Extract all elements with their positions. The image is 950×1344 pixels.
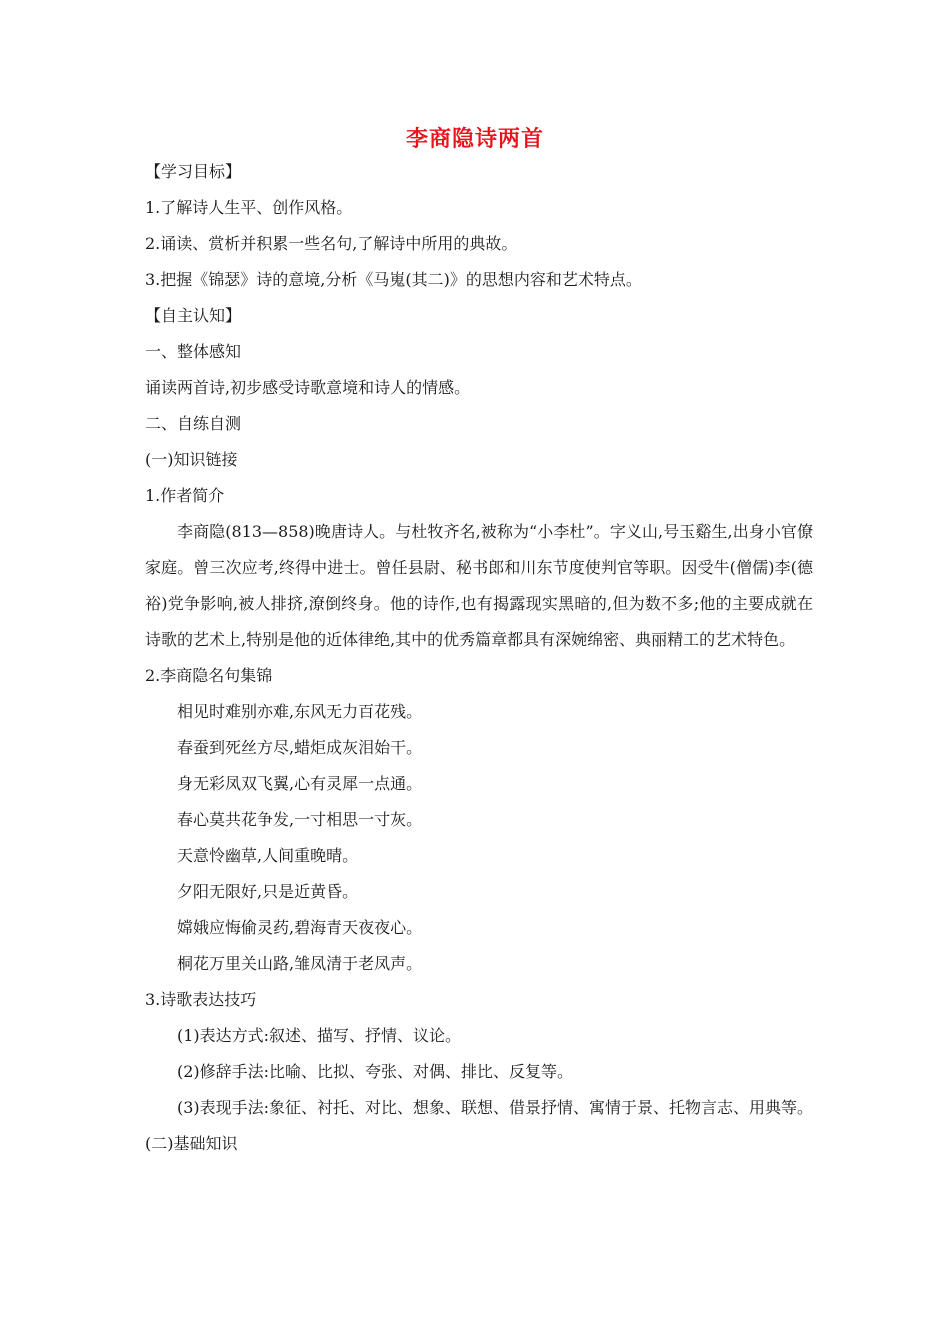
quote-line: 身无彩凤双飞翼,心有灵犀一点通。: [177, 774, 423, 793]
skill-item: (3)表现手法:象征、衬托、对比、想象、联想、借景抒情、寓情于景、托物言志、用典等。: [177, 1098, 814, 1117]
quote-line: 相见时难别亦难,东风无力百花残。: [177, 702, 423, 721]
objective-item: 1.了解诗人生平、创作风格。: [145, 198, 353, 217]
quote-line: 春心莫共花争发,一寸相思一寸灰。: [177, 810, 423, 829]
subsection-heading-knowledge: (一)知识链接: [145, 450, 238, 469]
section-heading-practice: 二、自练自测: [145, 414, 242, 433]
quote-line: 春蚕到死丝方尽,蜡炬成灰泪始干。: [177, 738, 423, 757]
objectives-heading: 【学习目标】: [145, 162, 242, 181]
subsection-heading-basics: (二)基础知识: [145, 1134, 238, 1153]
section-heading-overview: 一、整体感知: [145, 342, 242, 361]
quote-line: 天意怜幽草,人间重晚晴。: [177, 846, 359, 865]
document-body: [145, 162, 813, 1170]
section-overview-text: 诵读两首诗,初步感受诗歌意境和诗人的情感。: [145, 378, 471, 397]
author-heading: 1.作者简介: [145, 486, 225, 505]
objective-item: 3.把握《锦瑟》诗的意境,分析《马嵬(其二)》的思想内容和艺术特点。: [145, 270, 642, 289]
skill-item: (1)表达方式:叙述、描写、抒情、议论。: [177, 1026, 462, 1045]
quote-line: 嫦娥应悔偷灵药,碧海青天夜夜心。: [177, 918, 423, 937]
skill-item: (2)修辞手法:比喻、比拟、夸张、对偶、排比、反复等。: [177, 1062, 574, 1081]
self-study-heading: 【自主认知】: [145, 306, 242, 325]
author-paragraph: 李商隐(813—858)晚唐诗人。与杜牧齐名,被称为“小李杜”。字义山,号玉谿生,出身小官僚家庭。曾三次应考,终得中进士。曾任县尉、秘书郎和川东节度使判官等职。因受牛(僧儒)李(德裕)党争影响,被人排挤,潦倒终身。他的诗作,也有揭露现实黑暗的,但为数不多;他的主要成就在诗歌的艺术上,特别是他的近体律绝,其中的优秀篇章都具有深婉绵密、典丽精工的艺术特色。: [145, 522, 813, 649]
document-title: 李商隐诗两首: [405, 127, 544, 152]
quotes-heading: 2.李商隐名句集锦: [145, 666, 273, 685]
quote-line: 夕阳无限好,只是近黄昏。: [177, 882, 359, 901]
skills-heading: 3.诗歌表达技巧: [145, 990, 257, 1009]
objective-item: 2.诵读、赏析并积累一些名句,了解诗中所用的典故。: [145, 234, 518, 253]
quote-line: 桐花万里关山路,雏凤清于老凤声。: [177, 954, 423, 973]
